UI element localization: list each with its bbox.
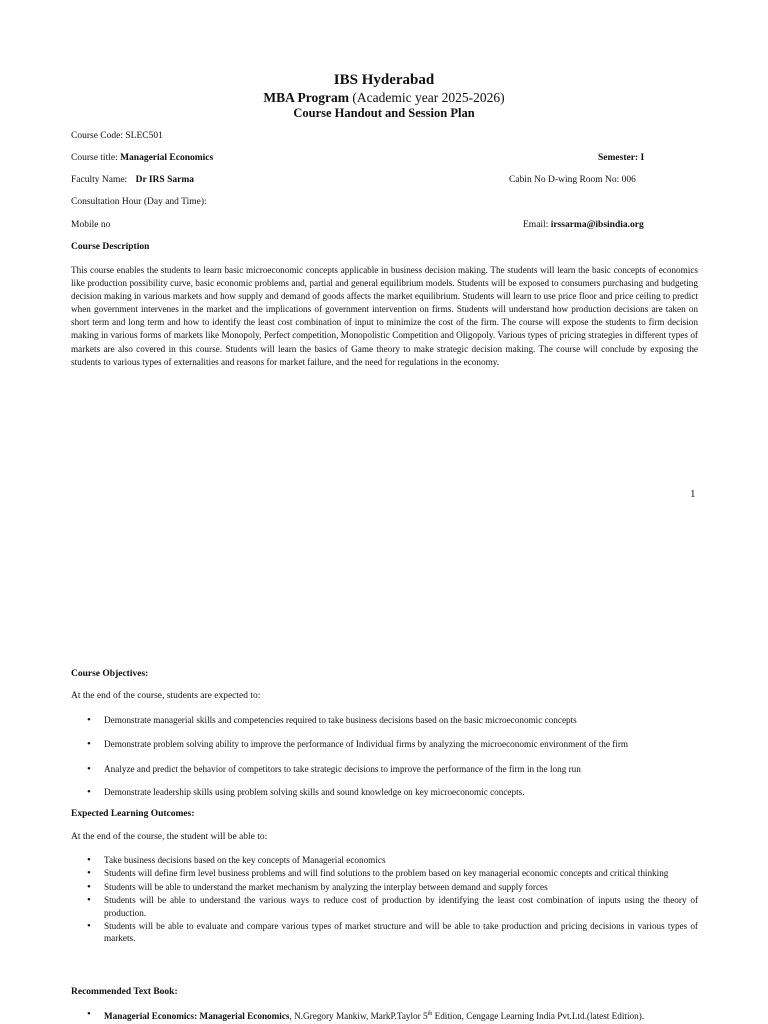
- email-label: Email:: [523, 220, 551, 230]
- faculty-label: Faculty Name:: [71, 175, 130, 185]
- page-number: 1: [690, 488, 696, 500]
- faculty-name: [71, 174, 194, 186]
- course-code: Course Code: SLEC501: [71, 131, 163, 141]
- course-description-text: This course enables the students to learn basic microeconomic concepts applicable in business decision making. The students will learn the basic concepts of economics like production possibility curve, basic economic problems and, partial and general equilibrium models. Students will be exposed to consumers purchasing and budgeting decision making in various markets and how supply and demand of goods affects the market equilibrium. Students will learn to use price floor and price ceiling to predict when government intervenes in the market and the implications of government intervention on firms. Students will understand how production decisions are taken on short term and long term and how to identify the least cost combination of input to minimize the cost of the firm. The course will expose the students to firm decision making in various forms of markets like Monopoly, Perfect competition, Monopolistic Competition and Oligopoly. Various types of pricing strategies in different types of markets are also covered in this course. Students will learn the basics of Game theory to make strategic decision making. The course will conclude by exposing the students to various types of externalities and reasons for market failure, and the need for regulations in the economy.: [71, 265, 698, 367]
- textbook-list: [71, 1008, 711, 1022]
- objective-item: • Demonstrate problem solving ability to improve the performance of Individual firms by analyzing the microeconomic environment of the firm: [71, 738, 698, 750]
- learning-outcomes-heading: Expected Learning Outcomes:: [71, 809, 195, 819]
- course-objectives-intro: At the end of the course, students are expected to:: [71, 691, 261, 701]
- textbook-heading: Recommended Text Book:: [71, 987, 178, 997]
- learning-outcomes-intro: At the end of the course, the student will be able to:: [71, 832, 268, 842]
- course-objectives-heading: Course Objectives:: [71, 669, 149, 679]
- outcomes-list: [71, 854, 698, 945]
- course-title-value: Managerial Economics: [120, 153, 214, 163]
- program-name: MBA Program: [263, 90, 350, 105]
- email: [523, 219, 644, 231]
- course-description-heading: Course Description: [71, 242, 150, 252]
- textbook-authors: , N.Gregory Mankiw, MarkP.Taylor 5: [289, 1011, 428, 1022]
- objective-item: • Demonstrate leadership skills using problem solving skills and sound knowledge on key microeconomic concepts.: [71, 786, 698, 798]
- objectives-list: [71, 714, 698, 799]
- email-link[interactable]: irssarma@ibsindia.org: [550, 220, 644, 230]
- mobile-number: Mobile no: [71, 220, 111, 230]
- outcome-item: • Students will be able to understand the market mechanism by analyzing the interplay between demand and supply forces: [71, 881, 698, 893]
- semester: Semester: I: [598, 153, 645, 163]
- faculty-value: Dr IRS Sarma: [135, 175, 194, 185]
- course-title-label: Course title:: [71, 153, 121, 163]
- outcome-item: • Students will define firm level business problems and will find solutions to the problem based on key managerial economic concepts and critical thinking: [71, 867, 698, 879]
- objective-item: • Analyze and predict the behavior of competitors to take strategic decisions to improve the performance of the firm in the long run: [71, 763, 698, 775]
- textbook-item: [71, 1008, 711, 1022]
- outcome-item: • Students will be able to understand the various ways to reduce cost of production by identifying the least cost combination of inputs using the theory of production.: [71, 894, 698, 919]
- objective-item: • Demonstrate managerial skills and competencies required to take business decisions based on the basic microeconomic concepts: [71, 714, 698, 726]
- institution-name: IBS Hyderabad: [333, 72, 435, 88]
- textbook-publisher: Edition, Cengage Learning India Pvt.Ltd.(latest Edition).: [432, 1011, 645, 1022]
- document-title: Course Handout and Session Plan: [293, 106, 475, 120]
- consultation-hour: Consultation Hour (Day and Time):: [71, 197, 207, 207]
- course-title: [71, 152, 213, 164]
- outcome-item: • Take business decisions based on the key concepts of Managerial economics: [71, 854, 698, 866]
- cabin-number: Cabin No D-wing Room No: 006: [509, 175, 636, 185]
- program-line: [0, 90, 768, 106]
- textbook-edition-suffix: th: [427, 1011, 433, 1017]
- outcome-item: • Students will be able to evaluate and compare various types of market structure and will be able to take production and pricing decisions in various types of markets.: [71, 920, 698, 945]
- academic-year: (Academic year 2025-2026): [349, 90, 505, 105]
- textbook-title: Managerial Economics: Managerial Economics: [104, 1011, 290, 1022]
